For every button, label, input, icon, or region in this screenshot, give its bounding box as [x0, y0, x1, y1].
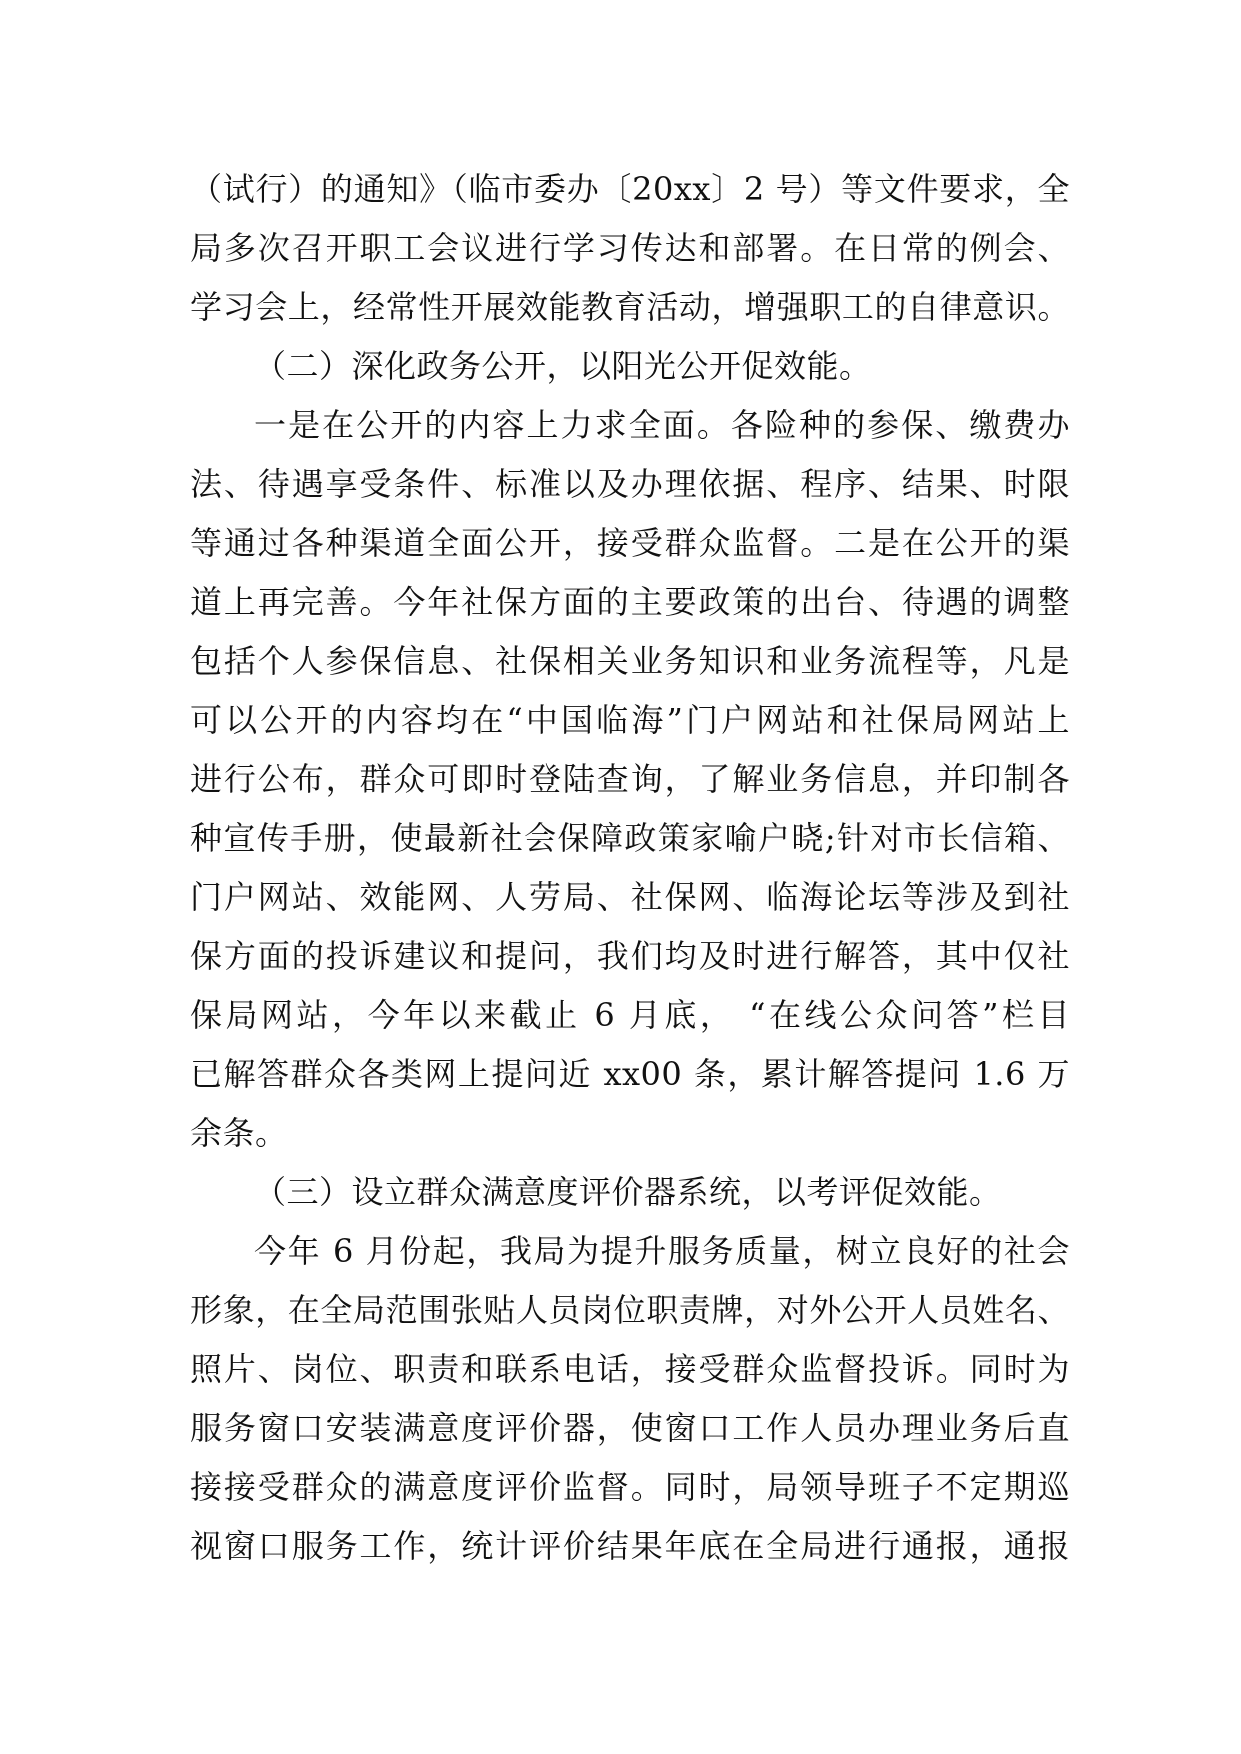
text-line: 余条。 — [190, 1114, 288, 1152]
document-body — [190, 160, 1070, 1576]
text-line: 服务窗口安装满意度评价器，使窗口工作人员办理业务后直 — [190, 1409, 1070, 1447]
text-line: 进行公布，群众可即时登陆查询，了解业务信息，并印制各 — [190, 760, 1070, 798]
text-line: 保局网站，今年以来截止 6 月底， “在线公众问答”栏目 — [190, 996, 1070, 1034]
text-line: 种宣传手册，使最新社会保障政策家喻户晓;针对市长信箱、 — [190, 819, 1070, 857]
text-line: 形象，在全局范围张贴人员岗位职责牌，对外公开人员姓名、 — [190, 1291, 1070, 1329]
text-line: 一是在公开的内容上力求全面。各险种的参保、缴费办 — [254, 406, 1070, 444]
text-line: 保方面的投诉建议和提问，我们均及时进行解答，其中仅社 — [190, 937, 1070, 975]
text-line: 局多次召开职工会议进行学习传达和部署。在日常的例会、 — [190, 229, 1070, 267]
text-line: （二）深化政务公开，以阳光公开促效能。 — [254, 347, 872, 385]
text-line: （三）设立群众满意度评价器系统，以考评促效能。 — [254, 1173, 1002, 1211]
text-line: 包括个人参保信息、社保相关业务知识和业务流程等，凡是 — [190, 642, 1070, 680]
text-line: 门户网站、效能网、人劳局、社保网、临海论坛等涉及到社 — [190, 878, 1070, 916]
text-line: 学习会上，经常性开展效能教育活动，增强职工的自律意识。 — [190, 288, 1070, 326]
text-line: 等通过各种渠道全面公开，接受群众监督。二是在公开的渠 — [190, 524, 1070, 562]
text-line: 照片、岗位、职责和联系电话，接受群众监督投诉。同时为 — [190, 1350, 1070, 1388]
text-line: 道上再完善。今年社保方面的主要政策的出台、待遇的调整 — [190, 583, 1070, 621]
text-line: 接接受群众的满意度评价监督。同时，局领导班子不定期巡 — [190, 1468, 1070, 1506]
text-line: 今年 6 月份起，我局为提升服务质量，树立良好的社会 — [254, 1232, 1070, 1270]
text-line: 法、待遇享受条件、标准以及办理依据、程序、结果、时限 — [190, 465, 1070, 503]
text-line: （试行）的通知》（临市委办〔20xx〕2 号）等文件要求，全 — [190, 170, 1070, 208]
text-line: 可以公开的内容均在“中国临海”门户网站和社保局网站上 — [190, 701, 1070, 739]
text-line: 视窗口服务工作，统计评价结果年底在全局进行通报，通报 — [190, 1527, 1070, 1565]
text-line: 已解答群众各类网上提问近 xx00 条，累计解答提问 1.6 万 — [190, 1055, 1070, 1093]
